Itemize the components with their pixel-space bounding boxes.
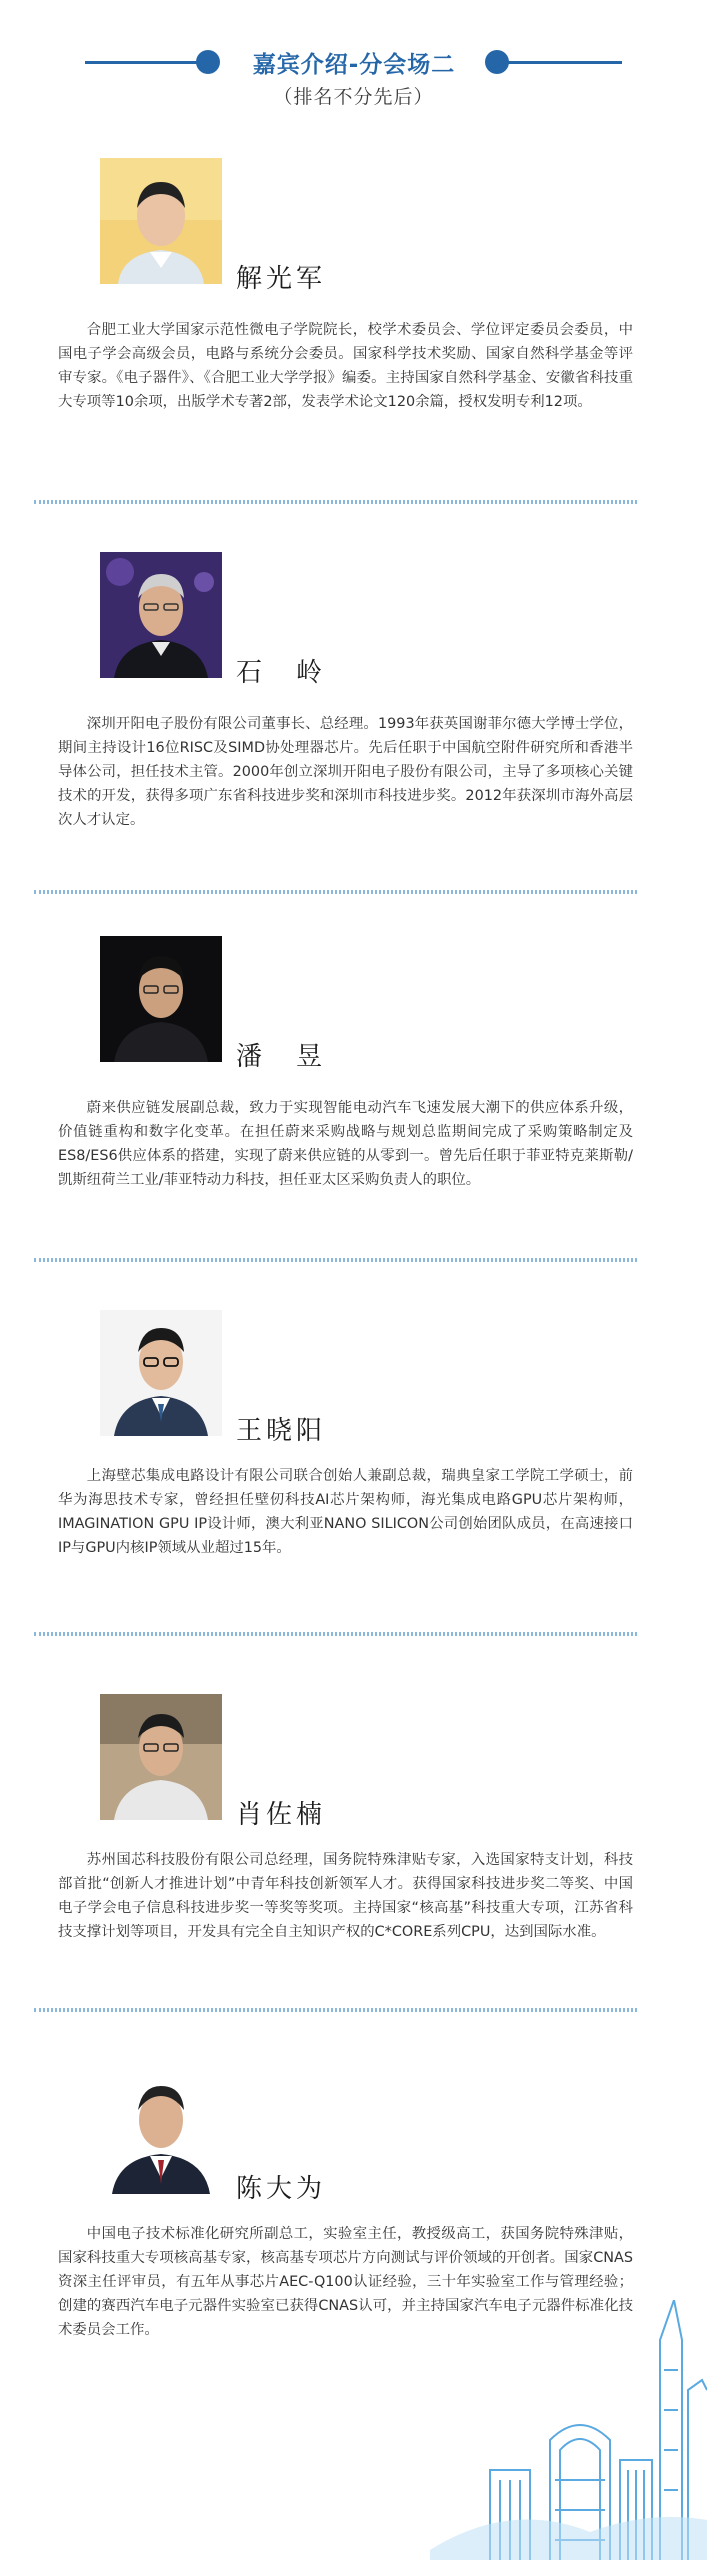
speaker-photo — [100, 552, 222, 678]
section-header — [0, 40, 707, 120]
speaker-photo — [100, 2068, 222, 2194]
section-subtitle: （排名不分先后） — [273, 86, 434, 108]
header-line-right — [505, 61, 622, 64]
header-line-left — [85, 61, 200, 64]
speaker-name: 解光军 — [236, 264, 327, 294]
speaker-name: 潘 昱 — [236, 1042, 327, 1072]
city-building-illustration — [430, 2300, 707, 2560]
header-dot-left — [196, 50, 220, 74]
speaker-photo — [100, 158, 222, 284]
speaker-name: 王晓阳 — [236, 1416, 327, 1446]
speaker-bio: 蔚来供应链发展副总裁，致力于实现智能电动汽车飞速发展大潮下的供应体系升级，价值链重构和数字化变革。在担任蔚来采购战略与规划总监期间完成了采购策略制定及ES8/ES6供应体系的搭建，实现了蔚来供应链的从零到一。曾先后任职于菲亚特克莱斯勒/凯斯纽荷兰工业/菲亚特动力科技，担任亚太区采购负责人的职位。 — [58, 1100, 633, 1188]
speaker-name: 陈大为 — [236, 2174, 327, 2204]
speaker-bio: 上海壁芯集成电路设计有限公司联合创始人兼副总裁，瑞典皇家工学院工学硕士，前华为海思技术专家，曾经担任壁仞科技AI芯片架构师，海光集成电路GPU芯片架构师，IMAGINATION GPU IP设计师，澳大利亚NANO SILICON公司创始团队成员，在高速接口IP与GPU内核IP领域从业超过15年。 — [58, 1468, 633, 1556]
speaker-bio: 苏州国芯科技股份有限公司总经理，国务院特殊津贴专家，入选国家特支计划，科技部首批“创新人才推进计划”中青年科技创新领军人才。获得国家科技进步奖二等奖、中国电子学会电子信息科技进步奖一等奖等奖项。主持国家“核高基”科技重大专项，江苏省科技支撑计划等项目，开发具有完全自主知识产权的C*CORE系列CPU，达到国际水准。 — [58, 1852, 633, 1940]
speaker-bio: 合肥工业大学国家示范性微电子学院院长，校学术委员会、学位评定委员会委员，中国电子学会高级会员，电路与系统分会委员。国家科学技术奖励、国家自然科学基金等评审专家。《电子器件》、《合肥工业大学学报》编委。主持国家自然科学基金、安徽省科技重大专项等10余项，出版学术专著2部，发表学术论文120余篇，授权发明专利12项。 — [58, 322, 633, 410]
section-divider — [34, 2008, 637, 2012]
section-divider — [34, 1258, 637, 1262]
speaker-name: 石 岭 — [236, 658, 327, 688]
speaker-photo — [100, 1694, 222, 1820]
speaker-name: 肖佐楠 — [236, 1800, 327, 1830]
speaker-bio: 中国电子技术标准化研究所副总工，实验室主任，教授级高工，获国务院特殊津贴，国家科技重大专项核高基专家，核高基专项芯片方向测试与评价领域的开创者。国家CNAS资深主任评审员，有五年从事芯片AEC-Q100认证经验，三十年实验室工作与管理经验；创建的赛西汽车电子元器件实验室已获得CNAS认可，并主持国家汽车电子元器件标准化技术委员会工作。 — [58, 2226, 633, 2338]
section-divider — [34, 890, 637, 894]
section-divider — [34, 1632, 637, 1636]
speaker-photo — [100, 936, 222, 1062]
speaker-bio: 深圳开阳电子股份有限公司董事长、总经理。1993年获英国谢菲尔德大学博士学位，期间主持设计16位RISC及SIMD协处理器芯片。先后任职于中国航空附件研究所和香港半导体公司，担任技术主管。2000年创立深圳开阳电子股份有限公司，主导了多项核心关键技术的开发，获得多项广东省科技进步奖和深圳市科技进步奖。2012年获深圳市海外高层次人才认定。 — [58, 716, 633, 828]
section-divider — [34, 500, 637, 504]
section-title: 嘉宾介绍-分会场二 — [252, 52, 456, 78]
speaker-photo — [100, 1310, 222, 1436]
